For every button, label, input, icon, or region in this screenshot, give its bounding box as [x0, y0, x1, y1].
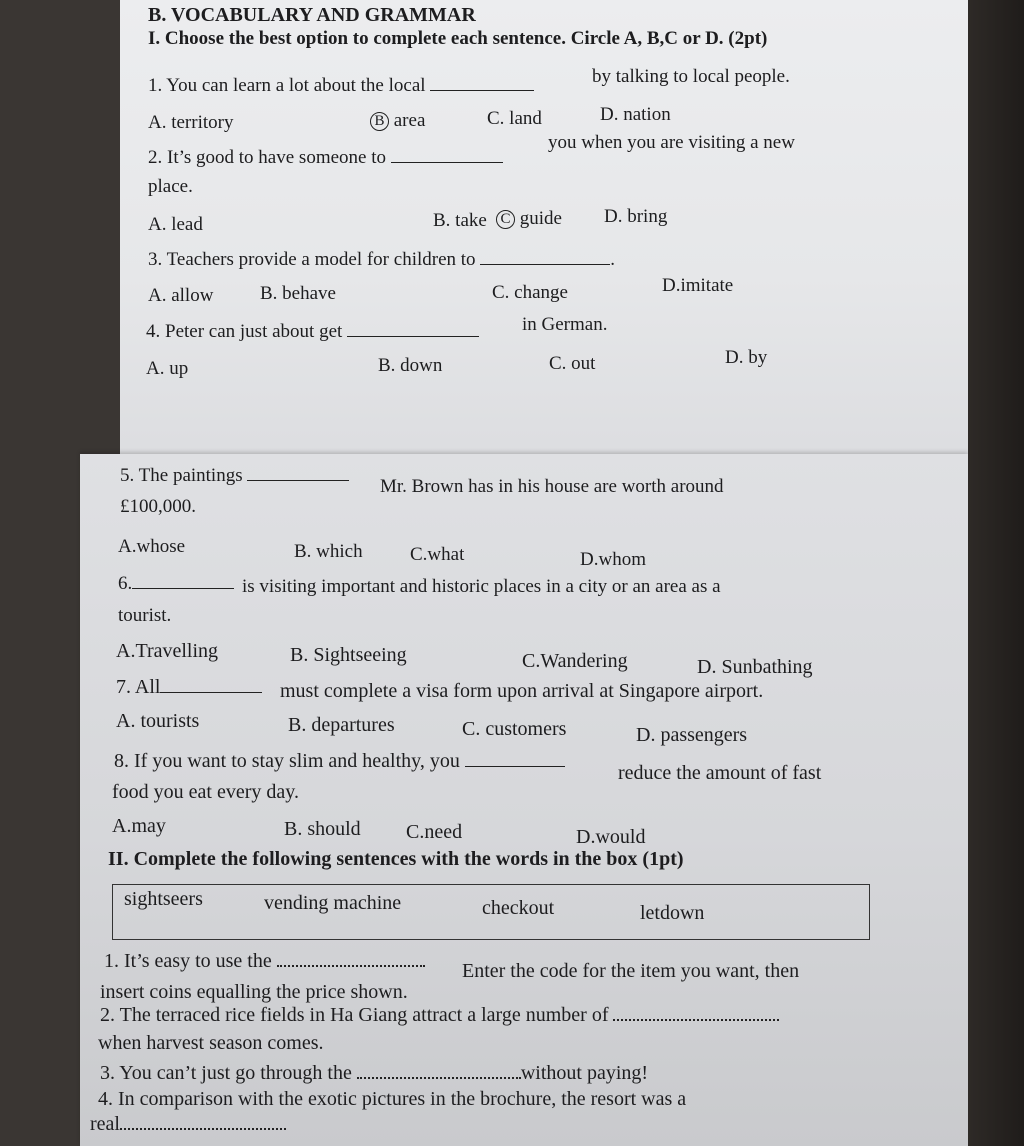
part1-instruction: I. Choose the best option to complete each sentence. Circle A, B,C or D. (2pt)	[148, 28, 768, 49]
q5-option-c[interactable]: C.what	[410, 544, 465, 565]
sentence-1-end: Enter the code for the item you want, then	[462, 960, 800, 982]
answer-blank[interactable]	[247, 462, 349, 481]
answer-blank[interactable]	[132, 570, 234, 589]
q2-option-b[interactable]: B. take	[433, 210, 487, 231]
answer-blank[interactable]	[347, 318, 479, 337]
q5-option-d[interactable]: D.whom	[580, 549, 646, 570]
sentence-1: 1. It’s easy to use the	[104, 950, 425, 972]
question-2-cont: place.	[148, 176, 193, 197]
answer-dots[interactable]	[120, 1114, 286, 1130]
q7-option-a[interactable]: A. tourists	[116, 710, 200, 732]
answer-blank[interactable]	[465, 748, 565, 767]
q8-option-d[interactable]: D.would	[576, 826, 646, 848]
q2-option-a[interactable]: A. lead	[148, 214, 203, 235]
q5-option-a[interactable]: A.whose	[118, 536, 186, 557]
q6-option-d[interactable]: D. Sunbathing	[697, 656, 813, 678]
answer-dots[interactable]	[613, 1005, 779, 1021]
sentence-2: 2. The terraced rice fields in Ha Giang attract a large number of	[100, 1004, 779, 1026]
question-4: 4. Peter can just about get	[146, 318, 479, 343]
q7-option-c[interactable]: C. customers	[462, 718, 567, 740]
question-5-cont: £100,000.	[120, 496, 196, 517]
answer-blank[interactable]	[391, 144, 503, 163]
q8-option-b[interactable]: B. should	[284, 818, 361, 840]
q5-option-b[interactable]: B. which	[294, 541, 363, 562]
q4-option-c[interactable]: C. out	[549, 353, 596, 374]
q3-option-d[interactable]: D.imitate	[662, 275, 734, 296]
question-5: 5. The paintings	[120, 462, 349, 487]
q2-option-c[interactable]: C guide	[496, 208, 562, 230]
q3-option-c[interactable]: C. change	[492, 282, 568, 303]
q8-option-a[interactable]: A.may	[112, 815, 166, 837]
answer-dots[interactable]	[277, 951, 425, 967]
sentence-4-cont: real	[90, 1113, 286, 1135]
question-5-end: Mr. Brown has in his house are worth around	[380, 476, 724, 497]
circled-answer: B	[370, 112, 389, 131]
question-7-end: must complete a visa form upon arrival at Singapore airport.	[280, 680, 764, 702]
section-title: B. VOCABULARY AND GRAMMAR	[148, 4, 476, 26]
q1-option-a[interactable]: A. territory	[148, 112, 234, 133]
question-6: 6.	[118, 570, 234, 595]
word-letdown: letdown	[640, 902, 705, 924]
circled-answer: C	[496, 210, 515, 229]
question-1: 1. You can learn a lot about the local	[148, 72, 534, 97]
q4-option-d[interactable]: D. by	[725, 347, 768, 368]
q1-option-d[interactable]: D. nation	[600, 104, 671, 125]
word-checkout: checkout	[482, 897, 555, 919]
word-sightseers: sightseers	[124, 888, 203, 910]
question-3: 3. Teachers provide a model for children to .	[148, 246, 615, 271]
q3-option-b[interactable]: B. behave	[260, 283, 336, 304]
question-8-cont: food you eat every day.	[112, 781, 299, 803]
answer-blank[interactable]	[430, 72, 534, 91]
sentence-2-cont: when harvest season comes.	[98, 1032, 324, 1054]
q4-option-b[interactable]: B. down	[378, 355, 443, 376]
answer-dots[interactable]	[357, 1063, 521, 1079]
q1-option-c[interactable]: C. land	[487, 108, 542, 129]
question-6-cont: tourist.	[118, 605, 172, 626]
sentence-3: 3. You can’t just go through the without paying!	[100, 1062, 649, 1084]
worksheet-page-top	[120, 0, 968, 462]
question-6-end: is visiting important and historic places in a city or an area as a	[242, 576, 721, 597]
word-vending-machine: vending machine	[264, 892, 402, 914]
question-1-end: by talking to local people.	[592, 66, 790, 87]
answer-blank[interactable]	[160, 674, 262, 693]
q4-option-a[interactable]: A. up	[146, 358, 189, 379]
q6-option-b[interactable]: B. Sightseeing	[290, 644, 407, 666]
q1-option-b[interactable]: B area	[370, 110, 425, 132]
sentence-4: 4. In comparison with the exotic pictures in the brochure, the resort was a	[98, 1088, 687, 1110]
q8-option-c[interactable]: C.need	[406, 821, 463, 843]
question-7: 7. All	[116, 674, 262, 698]
q7-option-d[interactable]: D. passengers	[636, 724, 748, 746]
question-8: 8. If you want to stay slim and healthy, you	[114, 748, 565, 772]
question-2-end: you when you are visiting a new	[548, 132, 795, 153]
q3-option-a[interactable]: A. allow	[148, 285, 214, 306]
answer-blank[interactable]	[480, 246, 610, 265]
question-4-end: in German.	[522, 314, 608, 335]
q6-option-c[interactable]: C.Wandering	[522, 650, 628, 672]
background-shadow	[968, 0, 1024, 1146]
q7-option-b[interactable]: B. departures	[288, 714, 395, 736]
question-8-end: reduce the amount of fast	[618, 762, 822, 784]
q2-option-d[interactable]: D. bring	[604, 206, 668, 227]
sentence-1-cont: insert coins equalling the price shown.	[100, 981, 408, 1003]
part2-instruction: II. Complete the following sentences with the words in the box (1pt)	[108, 848, 684, 870]
question-2: 2. It’s good to have someone to	[148, 144, 503, 169]
q6-option-a[interactable]: A.Travelling	[116, 640, 219, 662]
